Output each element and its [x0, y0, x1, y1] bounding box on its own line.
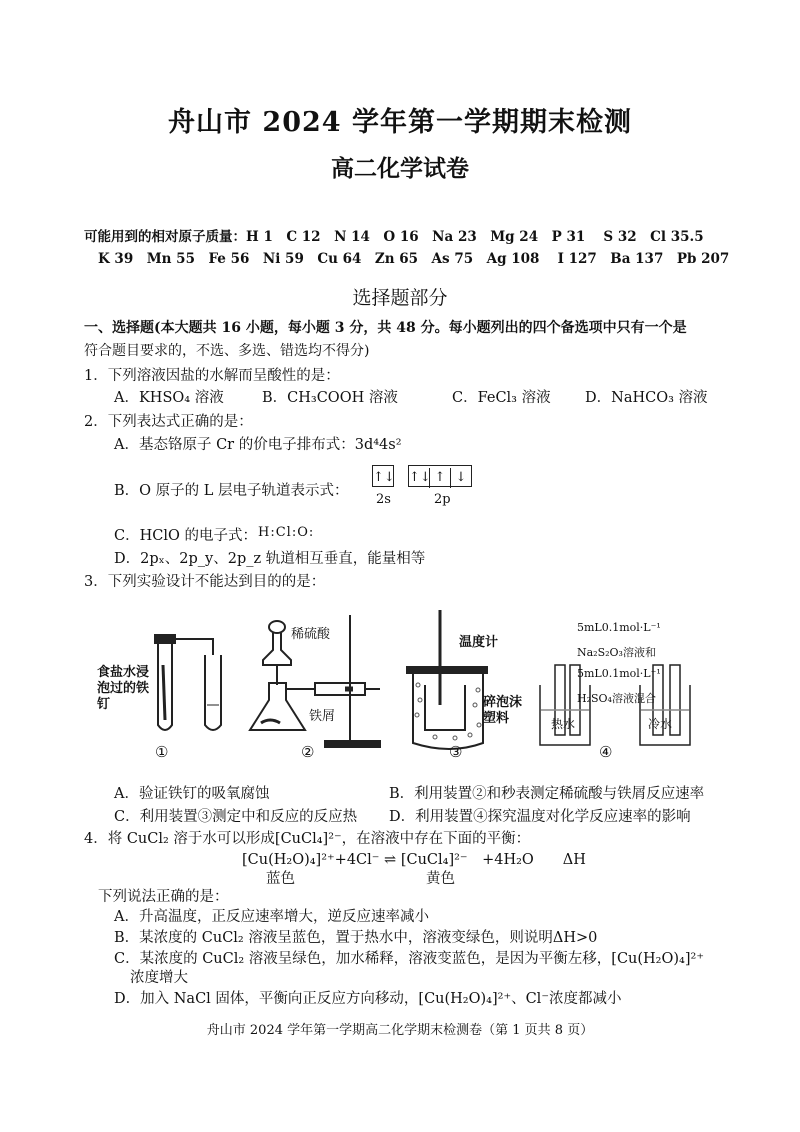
- fig2-label-iron: 铁屑: [309, 709, 336, 724]
- q1-option-d: D．NaHCO₃ 溶液: [585, 390, 708, 406]
- hclo-electron-formula: H:Cl:O:: [258, 525, 315, 540]
- q4-option-a: A．升高温度，正反应速率增大，逆反应速率减小: [114, 909, 429, 925]
- fig-number-4: ④: [599, 743, 613, 761]
- orbital-2p-cell: ↓: [455, 470, 467, 485]
- fig-number-1: ①: [155, 743, 169, 761]
- q4-blue-label: 蓝色: [266, 871, 295, 887]
- instructions-line2: 符合题目要求的，不选、多选、错选均不得分): [84, 343, 370, 359]
- atomic-masses-line1: 可能用到的相对原子质量：H 1 C 12 N 14 O 16 Na 23 Mg 24 P 31 S 32 Cl 35.5: [84, 229, 704, 245]
- orbital-diagram: [372, 465, 497, 511]
- q4-yellow-label: 黄色: [426, 871, 455, 887]
- fig-number-3: ③: [449, 743, 463, 761]
- fig3-label-foam: 碎泡沫塑料: [483, 695, 523, 726]
- apparatus-3: [407, 610, 487, 749]
- fig4-label-line2: Na₂S₂O₃溶液和: [577, 646, 656, 659]
- fig4-label-line1: 5mL0.1mol·L⁻¹: [577, 621, 661, 634]
- apparatus-1: [155, 635, 221, 730]
- fig2-label-acid: 稀硫酸: [291, 627, 331, 642]
- orbital-2p-label: 2p: [434, 492, 451, 507]
- orbital-2s-box: [372, 465, 394, 487]
- q2-option-c: C．HClO 的电子式：: [114, 528, 257, 544]
- orbital-2p-cell: ↑: [430, 468, 451, 488]
- q1-option-b: B．CH₃COOH 溶液: [262, 390, 398, 406]
- q4-option-b: B．某浓度的 CuCl₂ 溶液呈蓝色，置于热水中，溶液变绿色，则说明ΔH>0: [114, 930, 598, 946]
- orbital-2s-label: 2s: [376, 492, 391, 507]
- fig4-cold-water: 冷水: [648, 717, 673, 731]
- q1-stem: 1．下列溶液因盐的水解而呈酸性的是：: [84, 368, 340, 384]
- atomic-masses-line2: K 39 Mn 55 Fe 56 Ni 59 Cu 64 Zn 65 As 75 Ag 108 I 127 Ba 137 Pb 207: [98, 251, 730, 267]
- q2-option-d: D．2pₓ、2p_y、2p_z 轨道相互垂直，能量相等: [114, 551, 426, 567]
- page-subtitle: 高二化学试卷: [331, 155, 469, 182]
- q1-option-c: C．FeCl₃ 溶液: [452, 390, 551, 406]
- fig4-label-line3: 5mL0.1mol·L⁻¹: [577, 667, 661, 680]
- q2-option-a: A．基态铬原子 Cr 的价电子排布式：3d⁴4s²: [114, 437, 402, 453]
- q3-option-d: D．利用装置④探究温度对化学反应速率的影响: [389, 809, 691, 825]
- section-title: 选择题部分: [352, 287, 448, 309]
- q2-option-b: B．O 原子的 L 层电子轨道表示式：: [114, 483, 349, 499]
- fig3-label-thermometer: 温度计: [459, 635, 499, 650]
- q4-option-d: D．加入 NaCl 固体，平衡向正反应方向移动，[Cu(H₂O)₄]²⁺、Cl⁻浓度都减小: [114, 991, 622, 1007]
- q1-option-a: A．KHSO₄ 溶液: [114, 390, 224, 406]
- q3-option-c: C．利用装置③测定中和反应的反应热: [114, 809, 358, 825]
- orbital-2p-cell: ↑↓: [409, 468, 430, 488]
- q4-intro: 下列说法正确的是：: [98, 889, 229, 905]
- q3-option-a: A．验证铁钉的吸氧腐蚀: [114, 786, 270, 802]
- q3-stem: 3．下列实验设计不能达到目的的是：: [84, 574, 326, 590]
- q3-figures: [95, 605, 725, 775]
- fig4-hot-water: 热水: [551, 717, 576, 731]
- page-footer: 舟山市 2024 学年第一学期高二化学期末检测卷（第 1 页共 8 页）: [206, 1023, 594, 1038]
- fig1-label: 食盐水浸泡过的铁钉: [97, 665, 150, 712]
- q3-option-b: B．利用装置②和秒表测定稀硫酸与铁屑反应速率: [389, 786, 705, 802]
- fig4-label-line4: H₂SO₄溶液混合: [577, 692, 656, 705]
- q4-equation: [Cu(H₂O)₄]²⁺+4Cl⁻ ⇌ [CuCl₄]²⁻ +4H₂O ΔH: [242, 852, 586, 868]
- q4-option-c-cont: 浓度增大: [130, 970, 188, 986]
- page-title: 舟山市 2024 学年第一学期期末检测: [168, 107, 632, 138]
- orbital-2p-box: [408, 465, 472, 487]
- q4-stem: 4．将 CuCl₂ 溶于水可以形成[CuCl₄]²⁻，在溶液中存在下面的平衡：: [84, 831, 531, 847]
- q4-option-c: C．某浓度的 CuCl₂ 溶液呈绿色，加水稀释，溶液变蓝色，是因为平衡左移，[Cu(H₂O)₄]²⁺: [114, 951, 704, 967]
- instructions-line1: 一、选择题(本大题共 16 小题，每小题 3 分，共 48 分。每小题列出的四个备选项中只有一个是: [84, 320, 687, 336]
- q2-stem: 2．下列表达式正确的是：: [84, 414, 253, 430]
- orbital-2s-cell: ↑↓: [373, 470, 395, 485]
- fig-number-2: ②: [301, 743, 315, 761]
